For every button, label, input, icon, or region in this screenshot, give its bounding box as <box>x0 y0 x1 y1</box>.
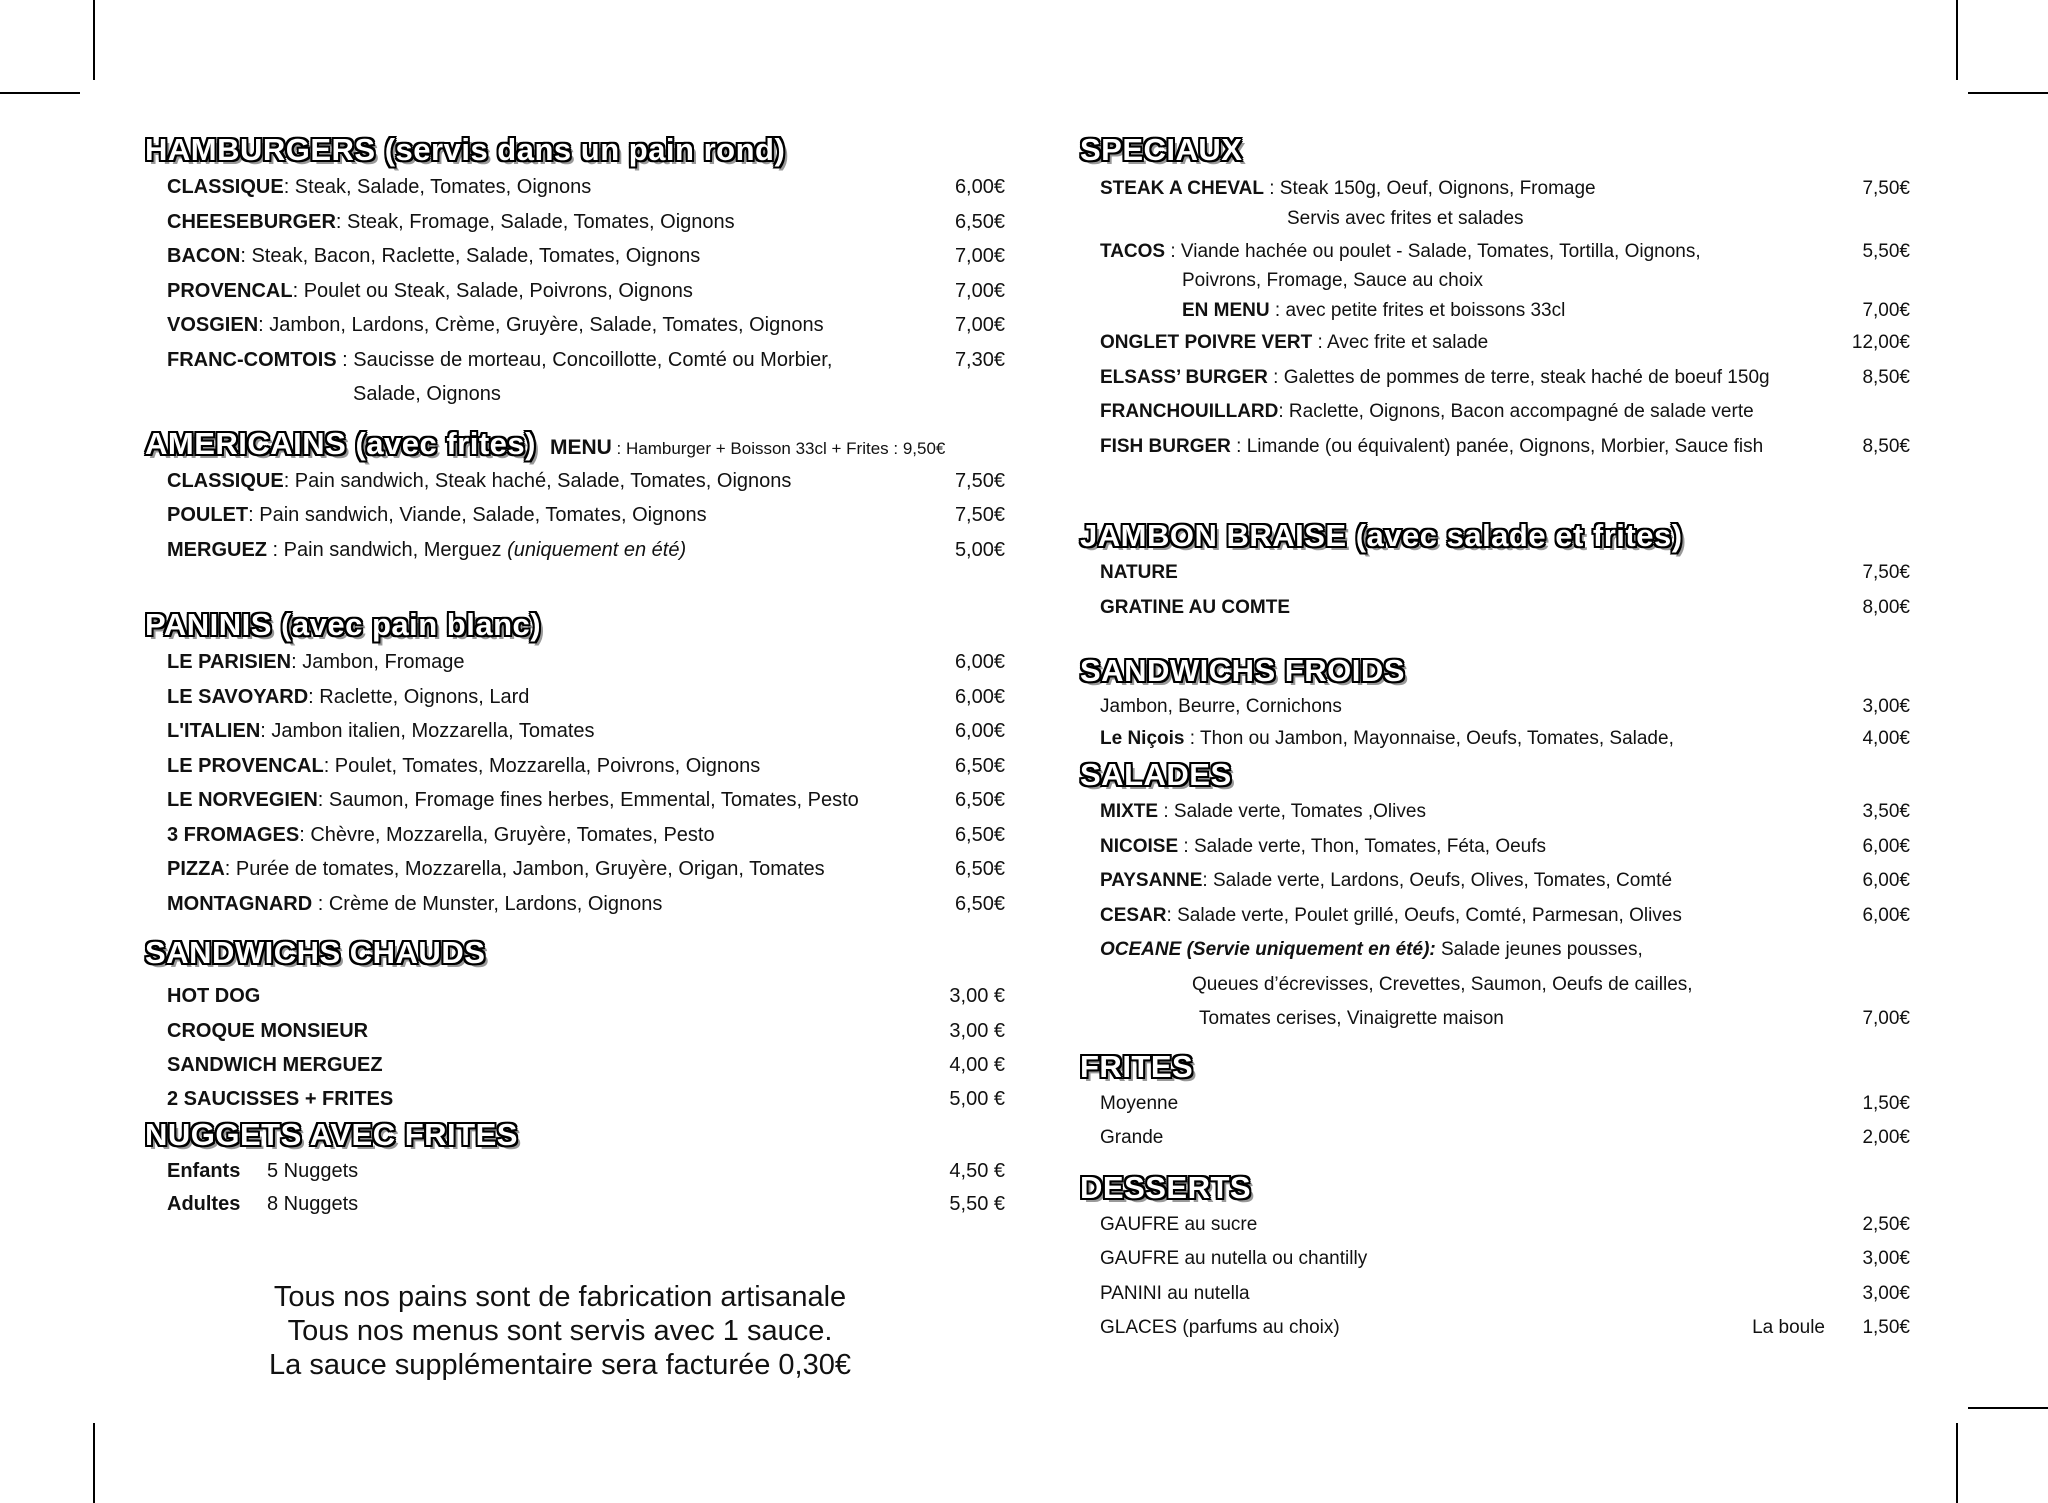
menu-item: MERGUEZ : Pain sandwich, Merguez (uniquement en été) 5,00€ <box>145 533 1005 568</box>
menu-item-continuation: Servis avec frites et salades <box>1287 208 1524 229</box>
price: 6,50€ <box>954 754 1005 777</box>
price: 6,50€ <box>954 789 1005 811</box>
menu-item: FRANCHOUILLARD: Raclette, Oignons, Bacon accompagné de salade verte <box>1100 401 1754 422</box>
section-nuggets <box>145 1115 1005 1221</box>
menu-item: ONGLET POIVRE VERT : Avec frite et salade 12,00€ <box>1080 326 1910 361</box>
section-title: FRITES <box>1080 1048 1194 1084</box>
price: 7,00€ <box>954 245 1005 267</box>
menu-item: Le Niçois : Thon ou Jambon, Mayonnaise, Oeufs, Tomates, Salade, 4,00€ <box>1080 723 1910 755</box>
menu-item-continuation: Tomates cerises, Vinaigrette maison 7,00€ <box>1080 1002 1910 1037</box>
price: 6,00€ <box>954 720 1005 742</box>
left-column <box>145 130 1005 1221</box>
price: 7,50€ <box>1862 178 1910 199</box>
menu-item: GAUFRE au sucre 2,50€ <box>1080 1208 1910 1243</box>
crop-mark <box>93 1423 95 1503</box>
section-desserts <box>1080 1168 1910 1346</box>
menu-item: CLASSIQUE: Steak, Salade, Tomates, Oignons 6,00€ <box>145 170 1005 205</box>
menu-item: SANDWICH MERGUEZ 4,00 € <box>145 1048 1005 1083</box>
menu-item: PANINI au nutella 3,00€ <box>1080 1277 1910 1312</box>
crop-mark <box>1956 0 1958 80</box>
section-americains <box>145 424 1005 568</box>
section-hamburgers <box>145 130 1005 412</box>
menu-item: PAYSANNE: Salade verte, Lardons, Oeufs, Olives, Tomates, Comté 6,00€ <box>1080 864 1910 899</box>
crop-mark <box>1968 1407 2048 1409</box>
price: 5,50 € <box>949 1192 1005 1215</box>
menu-item: FISH BURGER : Limande (ou équivalent) panée, Oignons, Morbier, Sauce fish 8,50€ <box>1080 430 1910 465</box>
menu-item: GLACES (parfums au choix) La boule 1,50€ <box>1080 1311 1910 1346</box>
price: 5,00 € <box>949 1087 1005 1110</box>
price: 6,50€ <box>954 210 1005 233</box>
menu-item: EN MENU : avec petite frites et boissons 33cl 7,00€ <box>1080 296 1910 326</box>
section-salades <box>1080 755 1910 1037</box>
menu-item: STEAK A CHEVAL : Steak 150g, Oeuf, Oignons, Fromage 7,50€ <box>1080 174 1910 204</box>
menu-item: Adultes 8 Nuggets 5,50 € <box>145 1188 1005 1221</box>
menu-item: L'ITALIEN: Jambon italien, Mozzarella, Tomates 6,00€ <box>145 714 1005 749</box>
menu-item: GRATINE AU COMTE 8,00€ <box>1080 591 1910 626</box>
menu-offer: MENU : Hamburger + Boisson 33cl + Frites : 9,50€ <box>549 435 946 459</box>
section-title: SANDWICHS CHAUDS <box>145 935 486 970</box>
price: 4,00 € <box>949 1054 1005 1076</box>
section-title: HAMBURGERS (servis dans un pain rond) <box>145 132 786 167</box>
right-column <box>1080 130 1910 1346</box>
menu-item: CLASSIQUE: Pain sandwich, Steak haché, Salade, Tomates, Oignons 7,50€ <box>145 464 1005 499</box>
price: 7,00€ <box>954 279 1005 302</box>
menu-item: BACON: Steak, Bacon, Raclette, Salade, Tomates, Oignons 7,00€ <box>145 239 1005 274</box>
menu-item: HOT DOG 3,00 € <box>145 979 1005 1014</box>
price: 4,50 € <box>949 1159 1005 1182</box>
section-jambon-braise <box>1080 516 1910 625</box>
menu-item: LE PROVENCAL: Poulet, Tomates, Mozzarella, Poivrons, Oignons 6,50€ <box>145 749 1005 784</box>
section-speciaux <box>1080 130 1910 464</box>
price: 7,50€ <box>954 469 1005 492</box>
menu-item: POULET: Pain sandwich, Viande, Salade, Tomates, Oignons 7,50€ <box>145 498 1005 533</box>
section-sandwichs-chauds <box>145 933 1005 1115</box>
menu-item: NATURE 7,50€ <box>1080 556 1910 591</box>
section-title: SPECIAUX <box>1080 132 1243 167</box>
price: 6,00€ <box>1862 904 1910 926</box>
menu-item: NICOISE : Salade verte, Thon, Tomates, Féta, Oeufs 6,00€ <box>1080 830 1910 865</box>
menu-item: CHEESEBURGER: Steak, Fromage, Salade, Tomates, Oignons 6,50€ <box>145 205 1005 240</box>
crop-mark <box>0 92 80 94</box>
menu-item: MIXTE : Salade verte, Tomates ,Olives 3,50€ <box>1080 795 1910 830</box>
price: 1,50€ <box>1862 1317 1910 1338</box>
menu-item: Moyenne 1,50€ <box>1080 1087 1910 1122</box>
menu-item: TACOS : Viande hachée ou poulet - Salade, Tomates, Tortilla, Oignons, 5,50€ <box>1080 234 1910 266</box>
menu-item: PROVENCAL: Poulet ou Steak, Salade, Poivrons, Oignons 7,00€ <box>145 274 1005 309</box>
crop-mark <box>1968 92 2048 94</box>
price: 6,00€ <box>1862 870 1910 891</box>
section-title: NUGGETS AVEC FRITES <box>145 1116 518 1152</box>
section-title: SALADES <box>1080 757 1232 792</box>
menu-item: Grande 2,00€ <box>1080 1121 1910 1156</box>
price: 7,50€ <box>954 504 1005 526</box>
menu-item: CESAR: Salade verte, Poulet grillé, Oeufs, Comté, Parmesan, Olives 6,00€ <box>1080 899 1910 934</box>
menu-item: OCEANE (Servie uniquement en été): Salade jeunes pousses, <box>1100 939 1643 960</box>
section-title: JAMBON BRAISE (avec salade et frites) <box>1080 518 1683 553</box>
crop-mark <box>93 0 95 80</box>
section-title: AMERICAINS (avec frites) <box>145 425 536 461</box>
price: 8,50€ <box>1862 366 1910 388</box>
price: 4,00€ <box>1862 728 1910 749</box>
price: 2,00€ <box>1862 1127 1910 1148</box>
price: 7,50€ <box>1862 562 1910 583</box>
menu-item: Jambon, Beurre, Cornichons 3,00€ <box>1080 691 1910 723</box>
menu-item: ELSASS’ BURGER : Galettes de pommes de terre, steak haché de boeuf 150g 8,50€ <box>1080 361 1910 396</box>
section-title: DESSERTS <box>1080 1169 1252 1205</box>
menu-item: LE PARISIEN: Jambon, Fromage 6,00€ <box>145 645 1005 680</box>
unit-label: La boule <box>1752 1317 1825 1338</box>
menu-item: LE SAVOYARD: Raclette, Oignons, Lard 6,00€ <box>145 680 1005 715</box>
menu-item: Enfants 5 Nuggets 4,50 € <box>145 1155 1005 1188</box>
price: 2,50€ <box>1862 1213 1910 1235</box>
price: 6,50€ <box>954 892 1005 915</box>
section-sandwichs-froids <box>1080 651 1910 755</box>
price: 7,30€ <box>954 348 1005 371</box>
section-title: SANDWICHS FROIDS <box>1080 653 1405 688</box>
price: 6,00€ <box>954 651 1005 673</box>
menu-item: CROQUE MONSIEUR 3,00 € <box>145 1014 1005 1049</box>
price: 8,50€ <box>1862 435 1910 457</box>
price: 6,00€ <box>954 685 1005 708</box>
price: 6,50€ <box>954 858 1005 880</box>
menu-item: LE NORVEGIEN: Saumon, Fromage fines herbes, Emmental, Tomates, Pesto 6,50€ <box>145 783 1005 818</box>
price: 7,00€ <box>1862 1008 1910 1029</box>
section-paninis <box>145 605 1005 921</box>
price: 3,00 € <box>949 985 1005 1007</box>
menu-item: 2 SAUCISSES + FRITES 5,00 € <box>145 1083 1005 1115</box>
price: 6,00€ <box>1862 835 1910 857</box>
price: 7,00€ <box>1862 300 1910 321</box>
section-frites <box>1080 1047 1910 1156</box>
footnote: Tous nos pains sont de fabrication artisanale Tous nos menus sont servis avec 1 sauce. La sauce supplémentaire sera facturée 0,30€ <box>269 1281 851 1381</box>
menu-item: MONTAGNARD : Crème de Munster, Lardons, Oignons 6,50€ <box>145 887 1005 922</box>
price: 1,50€ <box>1862 1092 1910 1114</box>
price: 3,00€ <box>1862 1282 1910 1304</box>
menu-item-continuation: Salade, Oignons <box>353 383 501 405</box>
price: 7,00€ <box>954 314 1005 336</box>
menu-item: GAUFRE au nutella ou chantilly 3,00€ <box>1080 1242 1910 1277</box>
menu-item: VOSGIEN: Jambon, Lardons, Crème, Gruyère, Salade, Tomates, Oignons 7,00€ <box>145 308 1005 343</box>
price: 5,00€ <box>954 538 1005 561</box>
price: 8,00€ <box>1862 596 1910 618</box>
section-title: PANINIS (avec pain blanc) <box>145 607 542 642</box>
price: 6,00€ <box>954 176 1005 198</box>
menu-item: FRANC-COMTOIS : Saucisse de morteau, Concoillotte, Comté ou Morbier, 7,30€ <box>145 343 1005 378</box>
menu-item: 3 FROMAGES: Chèvre, Mozzarella, Gruyère, Tomates, Pesto 6,50€ <box>145 818 1005 853</box>
crop-mark <box>1956 1423 1958 1503</box>
price: 3,50€ <box>1862 801 1910 822</box>
price: 3,00€ <box>1862 696 1910 717</box>
price: 12,00€ <box>1851 332 1910 353</box>
menu-item-continuation: Queues d’écrevisses, Crevettes, Saumon, Oeufs de cailles, <box>1192 973 1693 995</box>
price: 3,00 € <box>949 1019 1005 1042</box>
menu-item: PIZZA: Purée de tomates, Mozzarella, Jambon, Gruyère, Origan, Tomates 6,50€ <box>145 852 1005 887</box>
price: 5,50€ <box>1862 241 1910 262</box>
menu-item-continuation: Poivrons, Fromage, Sauce au choix <box>1182 270 1483 291</box>
price: 3,00€ <box>1862 1248 1910 1269</box>
price: 6,50€ <box>954 823 1005 846</box>
